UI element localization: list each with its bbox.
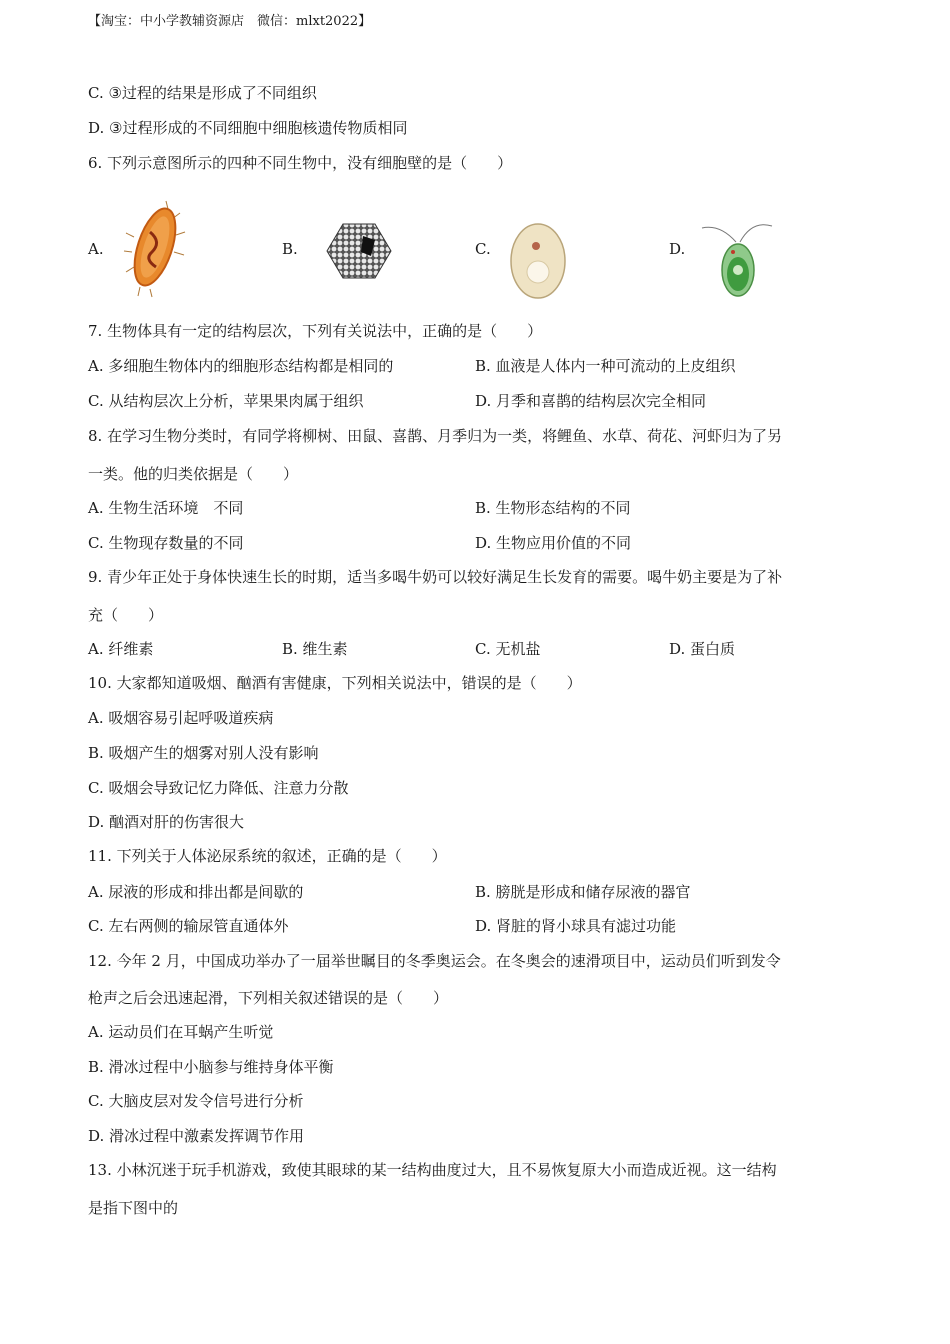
q8-option-d: D. 生物应用价值的不同: [475, 534, 632, 552]
q5-option-d: D. ③过程形成的不同细胞中细胞核遗传物质相同: [88, 119, 408, 137]
q10-option-d: D. 酗酒对肝的伤害很大: [88, 813, 245, 831]
q12-option-a: A. 运动员们在耳蜗产生听觉: [88, 1023, 274, 1041]
q10-stem: 10. 大家都知道吸烟、酗酒有害健康，下列相关说法中，错误的是（ ）: [88, 674, 582, 692]
q9-stem-line2: 充（ ）: [88, 606, 164, 624]
q7-option-c: C. 从结构层次上分析，苹果果肉属于组织: [88, 392, 364, 410]
q12-stem-line1: 12. 今年 2 月，中国成功举办了一届举世瞩目的冬季奥运会。在冬奥会的速滑项目中，运动员们听到发令: [88, 952, 781, 970]
q6-label-b: B.: [282, 240, 298, 258]
q6-label-c: C.: [475, 240, 491, 258]
q7-option-b: B. 血液是人体内一种可流动的上皮组织: [475, 357, 736, 375]
q12-option-b: B. 滑冰过程中小脑参与维持身体平衡: [88, 1058, 334, 1076]
q9-option-c: C. 无机盐: [475, 640, 541, 658]
q6-stem: 6. 下列示意图所示的四种不同生物中，没有细胞壁的是（ ）: [88, 154, 513, 172]
q5-option-c: C. ③过程的结果是形成了不同组织: [88, 84, 317, 102]
q9-option-b: B. 维生素: [282, 640, 348, 658]
q12-stem-line2: 枪声之后会迅速起滑，下列相关叙述错误的是（ ）: [88, 989, 449, 1007]
q6-label-a: A.: [88, 240, 104, 258]
q11-option-c: C. 左右两侧的输尿管直通体外: [88, 917, 289, 935]
q7-option-a: A. 多细胞生物体内的细胞形态结构都是相同的: [88, 357, 394, 375]
q11-stem: 11. 下列关于人体泌尿系统的叙述，正确的是（ ）: [88, 847, 447, 865]
q11-option-a: A. 尿液的形成和排出都是间歇的: [88, 883, 304, 901]
q9-stem-line1: 9. 青少年正处于身体快速生长的时期，适当多喝牛奶可以较好满足生长发育的需要。喝牛奶主要是为了补: [88, 568, 783, 586]
q9-option-a: A. 纤维素: [88, 640, 154, 658]
q8-stem-line1: 8. 在学习生物分类时，有同学将柳树、田鼠、喜鹊、月季归为一类，将鲤鱼、水草、荷花、河虾归为了另: [88, 427, 783, 445]
q12-option-d: D. 滑冰过程中激素发挥调节作用: [88, 1127, 305, 1145]
q10-option-a: A. 吸烟容易引起呼吸道疾病: [88, 709, 274, 727]
animal-cell-figure: [509, 222, 567, 300]
q11-option-b: B. 膀胱是形成和储存尿液的器官: [475, 883, 691, 901]
q12-option-c: C. 大脑皮层对发令信号进行分析: [88, 1092, 304, 1110]
q11-option-d: D. 肾脏的肾小球具有滤过功能: [475, 917, 677, 935]
virus-figure: [325, 222, 393, 280]
q8-option-b: B. 生物形态结构的不同: [475, 499, 631, 517]
page-header: 【淘宝：中小学教辅资源店 微信：mlxt2022】: [88, 14, 372, 29]
q13-stem-line2: 是指下图中的: [88, 1199, 179, 1217]
q8-option-a: A. 生物生活环境 不同: [88, 499, 244, 517]
q10-option-c: C. 吸烟会导致记忆力降低、注意力分散: [88, 779, 349, 797]
q8-option-c: C. 生物现存数量的不同: [88, 534, 244, 552]
q6-label-d: D.: [669, 240, 686, 258]
chlamydomonas-figure: [700, 218, 776, 300]
q7-stem: 7. 生物体具有一定的结构层次，下列有关说法中，正确的是（ ）: [88, 322, 543, 340]
q8-stem-line2: 一类。他的归类依据是（ ）: [88, 465, 299, 483]
q13-stem-line1: 13. 小林沉迷于玩手机游戏，致使其眼球的某一结构曲度过大，且不易恢复原大小而造成近视。这一结构: [88, 1161, 777, 1179]
q7-option-d: D. 月季和喜鹊的结构层次完全相同: [475, 392, 707, 410]
bacterium-figure: [122, 197, 190, 299]
q9-option-d: D. 蛋白质: [669, 640, 736, 658]
q10-option-b: B. 吸烟产生的烟雾对别人没有影响: [88, 744, 319, 762]
